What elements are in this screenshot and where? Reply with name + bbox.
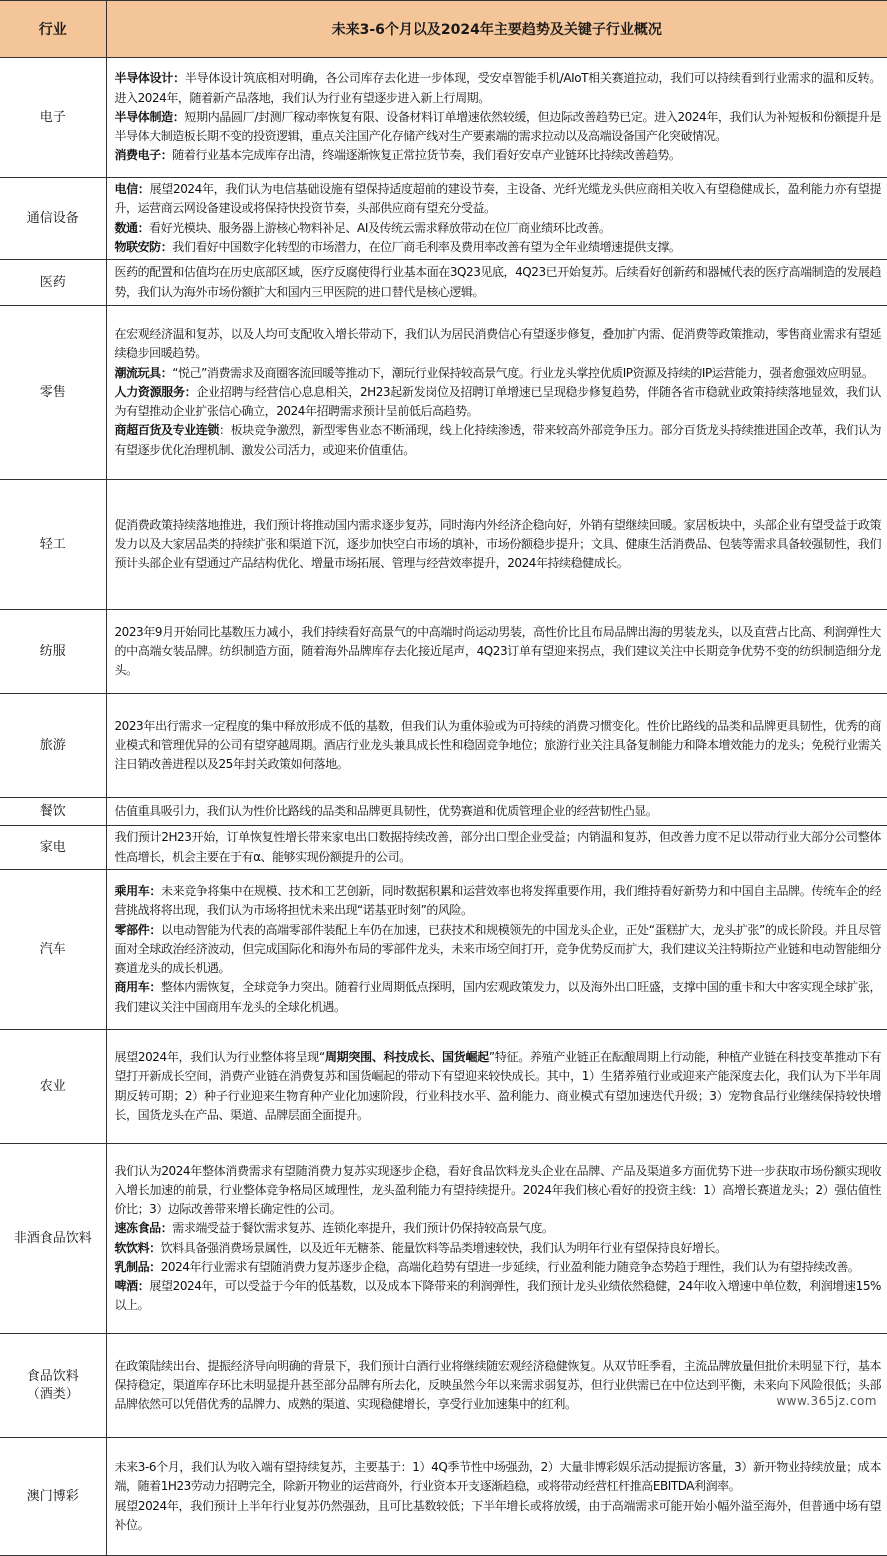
sub-sector-label: 速冻食品：	[114, 1221, 173, 1236]
summary-text: 估值重具吸引力，我们认为性价比路线的品类和品牌更具韧性，优势赛道和优质管理企业的经营韧性凸显。	[114, 803, 658, 818]
summary-cell	[106, 826, 887, 870]
industry-name: 纺服	[39, 643, 66, 659]
summary-cell	[106, 1144, 887, 1334]
summary-paragraph	[115, 263, 882, 301]
summary-paragraph	[115, 146, 882, 165]
summary-text: 在政策陆续出台、提振经济导向明确的背景下，我们预计白酒行业将继续随宏观经济稳健恢复。从双节旺季看，主流品牌放量但批价未明显下行，基本保持稳定，渠道库存环比未明显提升甚至部分品牌有所去化，反映虽然今年以来需求弱复苏，但行业供需已在中位达到平衡，未来向下风险很低；头部品牌依然可以凭借优秀的品牌力、成熟的渠道、实现稳健增长，享受行业加速集中的红利。	[114, 1358, 881, 1412]
summary-cell	[106, 694, 887, 798]
watermark: www.365jz.com	[776, 1394, 877, 1408]
industry-cell	[0, 1144, 106, 1334]
table-row	[0, 58, 887, 178]
industry-cell	[0, 1030, 106, 1144]
summary-cell	[106, 480, 887, 610]
summary-paragraph	[115, 882, 882, 920]
summary-paragraph	[115, 1219, 882, 1238]
summary-text: 整体内需恢复，全球竞争力突出。随着行业周期低点探明，国内宏观政策发力，以及海外出口旺盛，支撑中国的重卡和大中客实现全球扩张，我们建议关注中国商用车龙头的全球化机遇。	[114, 980, 882, 1014]
summary-paragraph	[115, 1497, 882, 1535]
industry-name: 餐饮	[39, 803, 66, 819]
summary-cell	[106, 178, 887, 260]
summary-text: 2023年9月开始同比基数压力减小，我们持续看好高景气的中高端时尚运动男装，高性价比且布局品牌出海的男装龙头，以及直营占比高、利润弹性大的中高端女装品牌。纺织制造方面，随着海外品牌库存去化接近尾声，4Q23订单有望迎来拐点，我们建议关注中长期竞争优势不变的纺织制造细分龙头。	[114, 624, 881, 678]
summary-paragraph	[115, 1258, 882, 1277]
summary-paragraph	[115, 717, 882, 775]
industry-cell	[0, 178, 106, 260]
summary-cell	[106, 870, 887, 1030]
table-row	[0, 178, 887, 260]
summary-paragraph	[115, 623, 882, 681]
industry-name: 非酒食品饮料	[13, 1230, 92, 1246]
summary-paragraph	[115, 219, 882, 238]
summary-text: 未来3-6个月，我们认为收入端有望持续复苏，主要基于：1）4Q季节性中场强劲，2）大量非博彩娱乐活动提振访客量，3）新开物业持续放量；成本端，随着1H23劳动力招聘完全，除新开物业的运营商外，行业资本开支逐渐趋稳，或将带动经营杠杆推高EBITDA利润率。	[114, 1460, 881, 1494]
summary-paragraph	[115, 421, 882, 459]
industry-cell	[0, 826, 106, 870]
table-row	[0, 1144, 887, 1334]
summary-paragraph	[115, 364, 882, 383]
industry-cell	[0, 58, 106, 178]
industry-cell	[0, 1438, 106, 1556]
table-row	[0, 826, 887, 870]
summary-cell	[106, 610, 887, 694]
summary-text: 短期内晶圆厂/封测厂稼动率恢复有限、设备材料订单增速依然较缓，但边际改善趋势已定。进入2024年，我们认为补短板和份额提升是半导体大制造板长期不变的投资逻辑，重点关注国产化存储产线对生产要素端的需求拉动以及高端设备国产化突破情况。	[114, 109, 881, 144]
summary-text: 需求端受益于餐饮需求复苏、连锁化率提升，我们预计仍保持较高景气度。	[172, 1221, 554, 1236]
industry-name: 汽车	[39, 941, 66, 957]
table-row	[0, 306, 887, 480]
industry-cell	[0, 870, 106, 1030]
summary-text: 企业招聘与经营信心息息相关，2H23起新发岗位及招聘订单增速已呈现稳步修复趋势，伴随各省市稳就业政策持续落地显效，我们认为有望推动企业扩张信心确立，2024年招聘需求预计呈前低后高趋势。	[114, 384, 881, 419]
summary-paragraph	[115, 1162, 882, 1220]
summary-text: 展望2024年，可以受益于今年的低基数，以及成本下降带来的利润弹性，我们预计龙头业绩依然稳健，24年收入增速中单位数，利润增速15%以上。	[114, 1278, 881, 1313]
summary-text: 半导体设计筑底相对明确，各公司库存去化进一步体现，受安卓智能手机/AIoT相关赛道拉动，我们可以持续看到行业需求的温和反转。进入2024年，随着新产品落地，我们认为行业有望逐步进入新上行周期。	[114, 71, 881, 105]
industry-name: 零售	[39, 384, 66, 400]
header-summary: 未来3-6个月以及2024年主要趋势及关键子行业概况	[106, 1, 887, 58]
sub-sector-label: 数通：	[114, 220, 150, 235]
summary-paragraph	[115, 1357, 882, 1415]
summary-paragraph	[115, 1048, 882, 1125]
table-row	[0, 870, 887, 1030]
industry-name: 食品饮料	[26, 1368, 79, 1384]
summary-text: ”特征。养殖产业链正在酝酿周期上行动能，种植产业链在科技变革推动下有望打开新成长空间，消费产业链在消费复苏和国货崛起的带动下有望迎来较快成长。其中，1）生猪养殖行业或迎来产能深度去化，我们认为下半年周期反转可期；2）种子行业迎来生物育种产业化加速阶段，行业科技水平、盈利能力、商业模式有望加速迭代升级；3）宠物食品行业继续保持较快增长，国货龙头在产品、渠道、品牌层面全面提升。	[114, 1050, 882, 1122]
industry-name: 通信设备	[26, 210, 79, 226]
summary-cell	[106, 798, 887, 826]
highlight-text: 周期突围、科技成长、国货崛起	[324, 1050, 489, 1065]
summary-paragraph	[115, 383, 882, 421]
summary-paragraph	[115, 1458, 882, 1496]
summary-text: 饮料具备强消费场景属性，以及近年无糖茶、能量饮料等品类增速较快，我们认为明年行业有望保持良好增长。	[160, 1240, 727, 1255]
summary-cell	[106, 58, 887, 178]
summary-paragraph	[115, 108, 882, 146]
summary-text: 在宏观经济温和复苏，以及人均可支配收入增长带动下，我们认为居民消费信心有望逐步修复，叠加扩内需、促消费等政策推动，零售商业需求有望延续稳步回暖趋势。	[114, 327, 881, 361]
sub-sector-label: 潮流玩具：	[114, 365, 173, 380]
industry-cell	[0, 260, 106, 306]
summary-text: 展望2024年，我们预计上半年行业复苏仍然强劲，且可比基数较低；下半年增长或将放缓，由于高端需求可能开始小幅外溢至海外，但普通中场有望补位。	[114, 1498, 881, 1532]
sub-sector-label: 消费电子：	[114, 148, 173, 163]
sub-sector-label: 啤酒：	[114, 1278, 150, 1293]
table-row	[0, 1030, 887, 1144]
industry-cell	[0, 610, 106, 694]
summary-text: 展望2024年，我们认为行业整体将呈现“	[114, 1050, 325, 1065]
summary-cell	[106, 260, 887, 306]
header-industry: 行业	[0, 1, 106, 58]
industry-name: 澳门博彩	[26, 1488, 79, 1504]
table-header-row	[0, 1, 887, 58]
industry-name: 农业	[39, 1078, 66, 1094]
summary-text: 我们看好中国数字化转型的市场潜力，在位厂商毛利率及费用率改善有望为全年业绩增速提供支撑。	[172, 239, 681, 254]
industry-name: 医药	[39, 274, 66, 290]
sub-sector-label: 人力资源服务：	[114, 384, 197, 399]
sub-sector-label: 乳制品：	[114, 1259, 161, 1274]
industry-cell	[0, 798, 106, 826]
table-row	[0, 694, 887, 798]
summary-text: 未来竞争将集中在规模、技术和工艺创新，同时数据积累和运营效率也将发挥重要作用，我们维持看好新势力和中国自主品牌。传统车企的经营挑战将将出现，我们认为市场将担忧未来出现“诺基亚时刻”的风险。	[114, 884, 882, 918]
summary-text: 看好光模块、服务器上游核心物料补足、AI及传统云需求释放带动在位厂商业绩环比改善。	[149, 220, 611, 235]
sub-sector-label: 商用车：	[114, 980, 161, 995]
summary-paragraph	[115, 978, 882, 1016]
summary-text: 促消费政策持续落地推进，我们预计将推动国内需求逐步复苏，同时海内外经济企稳向好，外销有望继续回暖。家居板块中，头部企业有望受益于政策发力以及大家居品类的持续扩张和渠道下沉，逐步加快空白市场的填补，市场份额稳步提升；文具、健康生活消费品、包装等需求具备较强韧性，我们预计头部企业有望通过产品结构优化、增量市场拓展、管理与经营效率提升，2024年持续稳健成长。	[114, 517, 881, 571]
industry-name: 旅游	[39, 737, 66, 753]
industry-cell	[0, 480, 106, 610]
sub-sector-label: 半导体制造：	[114, 109, 185, 124]
summary-cell	[106, 306, 887, 480]
sub-sector-label: 软饮料：	[114, 1240, 161, 1255]
sub-sector-label: 半导体设计：	[114, 71, 185, 86]
table-row	[0, 1438, 887, 1556]
summary-paragraph	[115, 180, 882, 218]
summary-text: 医药的配置和估值均在历史底部区域，医疗反腐使得行业基本面在3Q23见底，4Q23已开始复苏。后续看好创新药和器械代表的医疗高端制造的发展趋势，我们认为海外市场份额扩大和国内三甲医院的进口替代是核心逻辑。	[114, 265, 881, 299]
summary-cell	[106, 1334, 887, 1438]
summary-paragraph	[115, 1277, 882, 1315]
table-row	[0, 610, 887, 694]
sub-sector-label: 物联安防：	[114, 239, 173, 254]
sub-sector-label: 商超百货及专业连锁	[114, 423, 220, 438]
summary-text: 随着行业基本完成库存出清，终端逐渐恢复正常拉货节奏，我们看好安卓产业链环比持续改善趋势。	[172, 148, 681, 163]
summary-paragraph	[115, 921, 882, 979]
industry-name: 轻工	[39, 536, 66, 552]
summary-text: 以电动智能为代表的高端零部件装配上车仍在加速，已获技术和规模领先的中国龙头企业，正处“蛋糕扩大，龙头扩张”的成长阶段。并且尽管面对全球政治经济波动，但完成国际化和海外布局的零部件龙头，未来市场空间打开，竞争优势反而扩大，我们建议关注特斯拉产业链和电动智能细分赛道龙头的成长机遇。	[114, 922, 882, 976]
industry-name: 电子	[39, 109, 66, 125]
summary-paragraph	[115, 828, 882, 866]
industry-name: 家电	[39, 839, 66, 855]
table-row	[0, 260, 887, 306]
summary-paragraph	[115, 69, 882, 107]
summary-paragraph	[115, 238, 882, 257]
table-row	[0, 1334, 887, 1438]
sub-sector-label: 电信：	[114, 182, 150, 197]
summary-text: 我们认为2024年整体消费需求有望随消费力复苏实现逐步企稳，看好食品饮料龙头企业在品牌、产品及渠道多方面优势下进一步获取市场份额实现收入增长加速的前景，行业整体竞争格局区域理性，龙头盈利能力有望持续提升。2024年我们核心看好的投资主线：1）高增长赛道龙头；2）强估值性价比；3）边际改善带来增长确定性的公司。	[114, 1163, 881, 1217]
summary-paragraph	[115, 1239, 882, 1258]
summary-cell	[106, 1438, 887, 1556]
sub-sector-label: 零部件：	[114, 922, 161, 937]
summary-text: 展望2024年，我们认为电信基础设施有望保持适度超前的建设节奏，主设备、光纤光缆龙头供应商相关收入有望稳健成长，盈利能力亦有望提升，运营商云网设备建设或将保持快投资节奏，头部供应商有望充分受益。	[114, 182, 881, 216]
summary-text: ：板块竞争激烈，新型零售业态不断涌现，线上化持续渗透，带来较高外部竞争压力。部分百货龙头持续推进国企改革，我们认为有望逐步优化治理机制、激发公司活力，或迎来价值重估。	[114, 423, 881, 457]
industry-name: （酒类）	[26, 1386, 79, 1402]
summary-text: 我们预计2H23开始，订单恢复性增长带来家电出口数据持续改善，部分出口型企业受益；内销温和复苏，但改善力度不足以带动行业大部分公司整体性高增长，机会主要在于有α、能够实现份额提升的公司。	[114, 830, 881, 864]
summary-cell	[106, 1030, 887, 1144]
summary-paragraph	[115, 802, 882, 821]
industry-cell	[0, 1334, 106, 1438]
summary-text: 2024年行业需求有望随消费力复苏逐步企稳，高端化趋势有望进一步延续，行业盈利能力随竞争态势趋于理性，我们认为有望持续改善。	[160, 1259, 860, 1274]
summary-paragraph	[115, 325, 882, 363]
sub-sector-label: 乘用车：	[114, 884, 161, 899]
summary-paragraph	[115, 516, 882, 574]
summary-text: 2023年出行需求一定程度的集中释放形成不低的基数，但我们认为重体验或为可持续的消费习惯变化。性价比路线的品类和品牌更具韧性，优秀的商业模式和管理优异的公司有望穿越周期。酒店行业龙头兼具成长性和稳固竞争地位；旅游行业关注具备复制能力和降本增效能力的龙头；免税行业需关注日销改善进程以及25年封关政策如何落地。	[114, 718, 881, 772]
summary-text: “悦己”消费需求及商圈客流回暖等推动下，潮玩行业保持较高景气度。行业龙头掌控优质IP资源及持续的IP运营能力，强者愈强效应明显。	[172, 365, 874, 380]
industry-cell	[0, 694, 106, 798]
table-row	[0, 798, 887, 826]
table-row	[0, 480, 887, 610]
table-body	[0, 58, 887, 1556]
industry-cell	[0, 306, 106, 480]
